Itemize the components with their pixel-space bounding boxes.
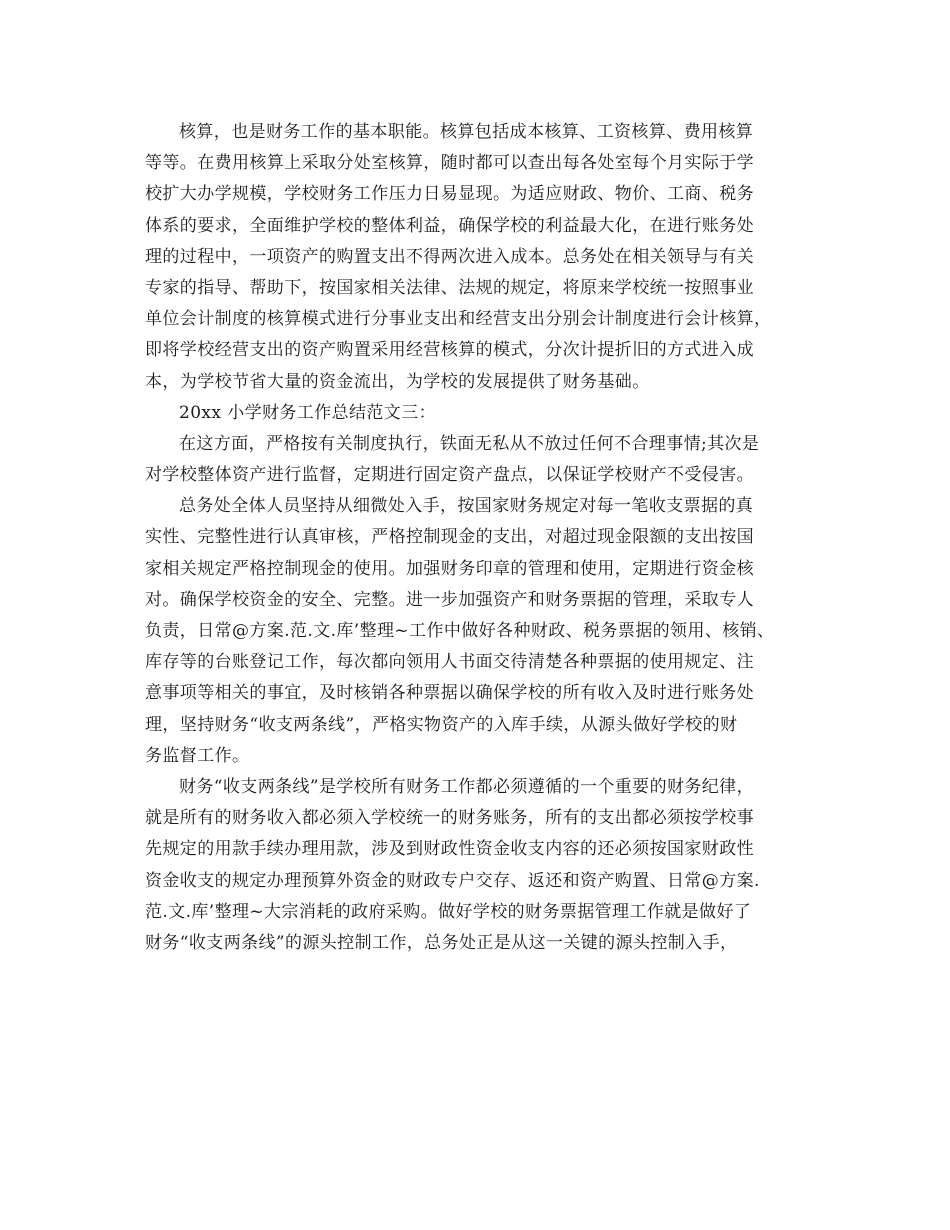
text-line: 专家的指导、帮助下，按国家相关法律、法规的规定，将原来学校统一按照事业: [145, 277, 754, 298]
text-line: 即将学校经营支出的资产购置采用经营核算的模式，分次计提折旧的方式进入成: [145, 340, 754, 361]
text-line: 在这方面，严格按有关制度执行，铁面无私从不放过任何不合理事情;其次是: [179, 433, 760, 454]
text-line: 库存等的台账登记工作，每次都向领用人书面交待清楚各种票据的使用规定、注: [145, 652, 754, 673]
text-line: 先规定的用款手续办理用款，涉及到财政性资金收支内容的还必须按国家财政性: [145, 839, 754, 860]
text-line: 理的过程中，一项资产的购置支出不得两次进入成本。总务处在相关领导与有关: [145, 246, 754, 267]
text-line: 务监督工作。: [145, 745, 250, 766]
text-line: 校扩大办学规模，学校财务工作压力日易显现。为适应财政、物价、工商、税务: [145, 184, 754, 205]
text-line: 就是所有的财务收入都必须入学校统一的财务账务，所有的支出都必须按学校事: [145, 808, 754, 829]
text-line: 对学校整体资产进行监督，定期进行固定资产盘点，以保证学校财产不受侵害。: [145, 465, 754, 486]
text-line: 单位会计制度的核算模式进行分事业支出和经营支出分别会计制度进行会计核算，: [145, 309, 772, 330]
text-line: 范.文.库’整理~大宗消耗的政府采购。做好学校的财务票据管理工作就是做好了: [145, 901, 752, 922]
text-line: 实性、完整性进行认真审核，严格控制现金的支出，对超过现金限额的支出按国: [145, 527, 754, 548]
text-line: 家相关规定严格控制现金的使用。加强财务印章的管理和使用，定期进行资金核: [145, 558, 754, 579]
text-line: 意事项等相关的事宜，及时核销各种票据以确保学校的所有收入及时进行账务处: [145, 683, 754, 704]
text-line: 体系的要求，全面维护学校的整体利益，确保学校的利益最大化，在进行账务处: [145, 215, 754, 236]
text-line: 财务“收支两条线”是学校所有财务工作都必须遵循的一个重要的财务纪律，: [179, 776, 754, 797]
text-line: 本，为学校节省大量的资金流出，为学校的发展提供了财务基础。: [145, 371, 650, 392]
text-line: 核算，也是财务工作的基本职能。核算包括成本核算、工资核算、费用核算: [179, 122, 754, 142]
text-line: 理，坚持财务“收支两条线”，严格实物资产的入库手续，从源头做好学校的财: [145, 714, 738, 735]
text-line: 总务处全体人员坚持从细微处入手，按国家财务规定对每一笔收支票据的真: [179, 496, 754, 517]
text-line: 资金收支的规定办理预算外资金的财政专户交存、返还和资产购置、日常@方案.: [145, 870, 760, 891]
document-body: [145, 117, 825, 959]
text-line: 负责，日常@方案.范.文.库’整理~工作中做好各种财政、税务票据的领用、核销、: [145, 621, 775, 641]
text-line: 等等。在费用核算上采取分处室核算，随时都可以查出每各处室每个月实际于学: [145, 153, 754, 174]
text-line: 财务“收支两条线”的源头控制工作，总务处正是从这一关键的源头控制入手，: [145, 932, 738, 953]
text-line: 对。确保学校资金的安全、完整。进一步加强资产和财务票据的管理，采取专人: [145, 589, 754, 610]
text-line: 20xx 小学财务工作总结范文三：: [179, 402, 437, 423]
